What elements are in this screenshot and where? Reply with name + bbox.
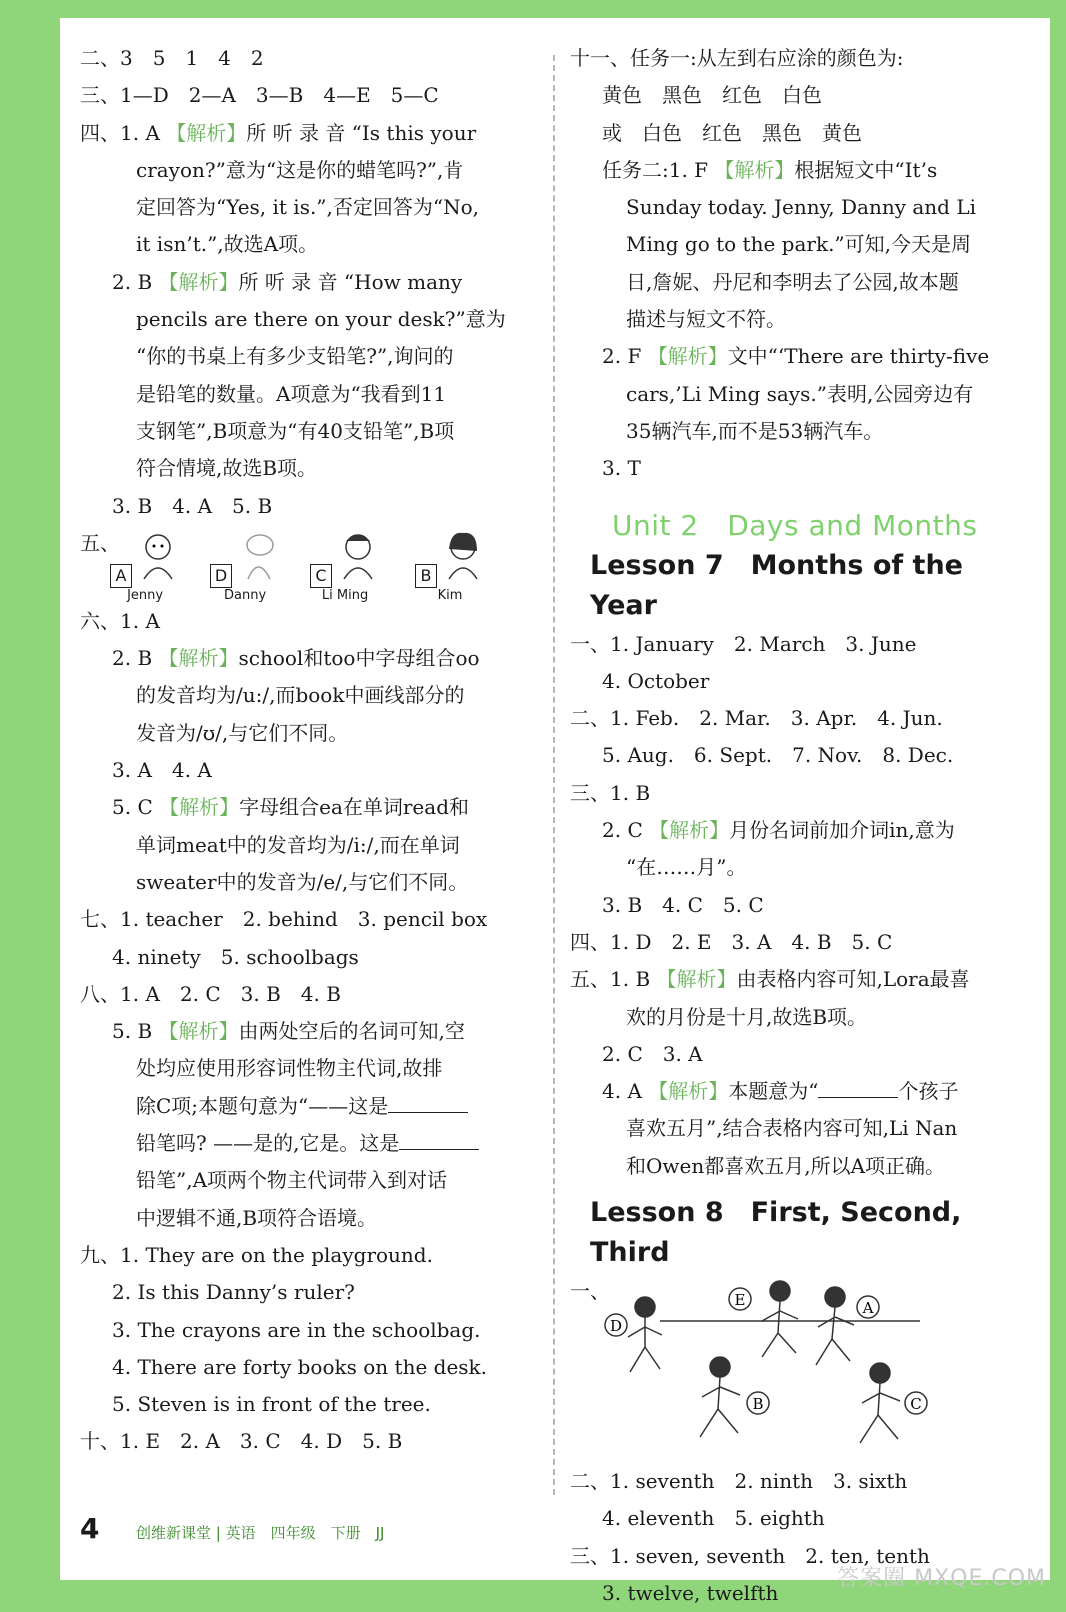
dinosaur-icon (236, 529, 280, 581)
answer-line: 处均应使用形容词性物主代词,故排 (136, 1056, 443, 1081)
answer-line: 2. B 【解析】school和too中字母组合oo (112, 646, 480, 671)
answer-line: it isn’t.”,故选A项。 (136, 232, 319, 257)
answer-line: 4. There are forty books on the desk. (112, 1354, 488, 1379)
answer-line: sweater中的发音为/e/,与它们不同。 (136, 869, 469, 894)
blank-line (399, 1131, 479, 1150)
race-label-0: D (609, 1317, 623, 1336)
answer-line: 2. C 3. A (602, 1041, 703, 1066)
answer-line: 二、1. seventh 2. ninth 3. sixth (570, 1469, 908, 1494)
girl-icon (441, 529, 485, 581)
answer-line: 六、1. A (80, 608, 160, 633)
answer-line: 3. twelve, twelfth (602, 1580, 779, 1605)
unit-title: Unit 2 Days and Months (612, 508, 978, 542)
answer-line: Sunday today. Jenny, Danny and Li (626, 195, 976, 220)
answer-line: 支钢笔”,B项意为“有40支铅笔”,B项 (136, 418, 455, 443)
answer-line: Ming go to the park.”可知,今天是周 (626, 232, 972, 257)
analysis-tag: 【解析】 (166, 120, 247, 145)
answer-line: 三、1. B (570, 780, 651, 805)
answer-line: cars,’Li Ming says.”表明,公园旁边有 (626, 381, 974, 406)
answer-line: 3. A 4. A (112, 758, 212, 783)
analysis-tag: 【解析】 (649, 818, 730, 843)
runners-icon (600, 1277, 940, 1457)
answer-line: 2. C 【解析】月份名词前加介词in,意为 (602, 818, 955, 843)
answer-line: 2. Is this Danny’s ruler? (112, 1280, 355, 1305)
book-brand: 创维新课堂 | 英语 四年级 下册 JJ (136, 1524, 385, 1542)
race-label-3: B (752, 1395, 764, 1414)
analysis-tag: 【解析】 (647, 344, 728, 369)
figure-kim: B Kim (415, 529, 485, 603)
analysis-tag: 【解析】 (158, 1019, 239, 1044)
answer-line: 欢的月份是十月,故选B项。 (626, 1004, 868, 1029)
answer-line: 2. F 【解析】文中“‘There are thirty-five (602, 344, 990, 369)
answer-line: 定回答为“Yes, it is.”,否定回答为“No, (136, 195, 480, 220)
answer-line: 八、1. A 2. C 3. B 4. B (80, 981, 341, 1006)
answer-line: 二、3 5 1 4 2 (80, 46, 264, 70)
girl-icon (136, 529, 180, 581)
lesson-title: Lesson 7 Months of the Year (590, 549, 963, 621)
analysis-tag: 【解析】 (648, 1079, 729, 1104)
analysis-tag: 【解析】 (714, 157, 795, 182)
answer-line: 35辆汽车,而不是53辆汽车。 (626, 418, 884, 443)
answer-line: 4. ninety 5. schoolbags (112, 944, 359, 969)
answer-line: 4. A 【解析】本题意为“ 个孩子 (602, 1079, 959, 1104)
answer-line: 4. October (602, 668, 710, 693)
column-divider (553, 55, 555, 1495)
answer-line: 九、1. They are on the playground. (80, 1242, 433, 1267)
analysis-tag: 【解析】 (656, 967, 737, 992)
race-illustration (570, 1273, 1030, 1463)
answer-line: 三、1—D 2—A 3—B 4—E 5—C (80, 83, 439, 108)
right-column (570, 40, 1030, 1612)
answer-line: “你的书桌上有多少支铅笔?”,询问的 (136, 344, 454, 369)
answer-line: 七、1. teacher 2. behind 3. pencil box (80, 907, 488, 932)
page-number: 4 (80, 1512, 100, 1545)
answer-line: 三、1. seven, seventh 2. ten, tenth (570, 1543, 930, 1568)
answer-line: 四、1. A 【解析】所 听 录 音 “Is this your (80, 120, 477, 145)
answer-line: “在……月”。 (626, 855, 747, 880)
race-label-1: E (734, 1291, 746, 1310)
answer-line: 喜欢五月”,结合表格内容可知,Li Nan (626, 1116, 958, 1141)
answer-line: 5. C 【解析】字母组合ea在单词read和 (112, 795, 469, 820)
answer-line: 5. Aug. 6. Sept. 7. Nov. 8. Dec. (602, 743, 954, 768)
answer-line: 3. The crayons are in the schoolbag. (112, 1317, 481, 1342)
answer-line: 除C项;本题句意为“——这是 (80, 1088, 530, 1125)
lesson-title: Lesson 8 First, Second, Third (590, 1197, 962, 1269)
answer-line: 3. B 4. C 5. C (602, 892, 764, 917)
answer-line: 的发音均为/u:/,而book中画线部分的 (136, 683, 465, 708)
answer-line: 日,詹妮、丹尼和李明去了公园,故本题 (626, 269, 959, 294)
answer-line: 五、1. B 【解析】由表格内容可知,Lora最喜 (570, 967, 970, 992)
answer-line: 发音为/ʊ/,与它们不同。 (136, 720, 349, 745)
analysis-tag: 【解析】 (158, 269, 239, 294)
answer-line: pencils are there on your desk?”意为 (136, 307, 506, 332)
analysis-tag: 【解析】 (158, 646, 239, 671)
answer-line: 铅笔”,A项两个物主代词带入到对话 (136, 1168, 448, 1193)
section-label: 一、 (570, 1279, 610, 1304)
figure-li-ming: C Li Ming (310, 529, 380, 603)
answer-line: 单词meat中的发音均为/i:/,而在单词 (136, 832, 460, 857)
answer-line: 2. B 【解析】所 听 录 音 “How many (112, 269, 463, 294)
answer-line: 5. Steven is in front of the tree. (112, 1392, 431, 1417)
answer-line: 一、1. January 2. March 3. June (570, 631, 917, 656)
answer-line: 十、1. E 2. A 3. C 4. D 5. B (80, 1429, 403, 1454)
analysis-tag: 【解析】 (159, 795, 240, 820)
figure-row (80, 525, 530, 603)
answer-line: 黄色 黑色 红色 白色 (602, 83, 822, 108)
watermark: 答案圈 MXQE.COM (837, 1566, 1046, 1591)
answer-line: 十一、任务一:从左到右应涂的颜色为: (570, 46, 904, 70)
answer-line: 是铅笔的数量。A项意为“我看到11 (136, 381, 447, 406)
answer-line: 3. B 4. A 5. B (112, 493, 273, 518)
answer-line: 4. eleventh 5. eighth (602, 1506, 825, 1531)
answer-line: crayon?”意为“这是你的蜡笔吗?”,肯 (136, 157, 464, 182)
answer-line: 和Owen都喜欢五月,所以A项正确。 (626, 1153, 946, 1178)
answer-line: 四、1. D 2. E 3. A 4. B 5. C (570, 929, 893, 954)
answer-line: 描述与短文不符。 (626, 307, 786, 332)
answer-line: 符合情境,故选B项。 (136, 456, 318, 481)
boy-icon (336, 529, 380, 581)
race-label-4: C (910, 1395, 922, 1414)
answer-line: 铅笔吗? ——是的,它是。这是 (80, 1125, 530, 1162)
left-column (80, 40, 530, 1461)
blank-line (818, 1079, 898, 1098)
figure-danny: D Danny (210, 529, 280, 603)
answer-line: 5. B 【解析】由两处空后的名词可知,空 (112, 1019, 465, 1044)
race-label-2: A (862, 1299, 874, 1318)
answer-line: 中逻辑不通,B项符合语境。 (136, 1205, 378, 1230)
figure-jenny: A Jenny (110, 529, 180, 603)
blank-line (388, 1094, 468, 1113)
answer-line: 任务二:1. F 【解析】根据短文中“It’s (602, 157, 938, 182)
answer-line: 3. T (602, 456, 641, 481)
answer-line: 或 白色 红色 黑色 黄色 (602, 120, 862, 145)
answer-line: 二、1. Feb. 2. Mar. 3. Apr. 4. Jun. (570, 706, 943, 731)
section-label: 五、 (80, 530, 120, 555)
